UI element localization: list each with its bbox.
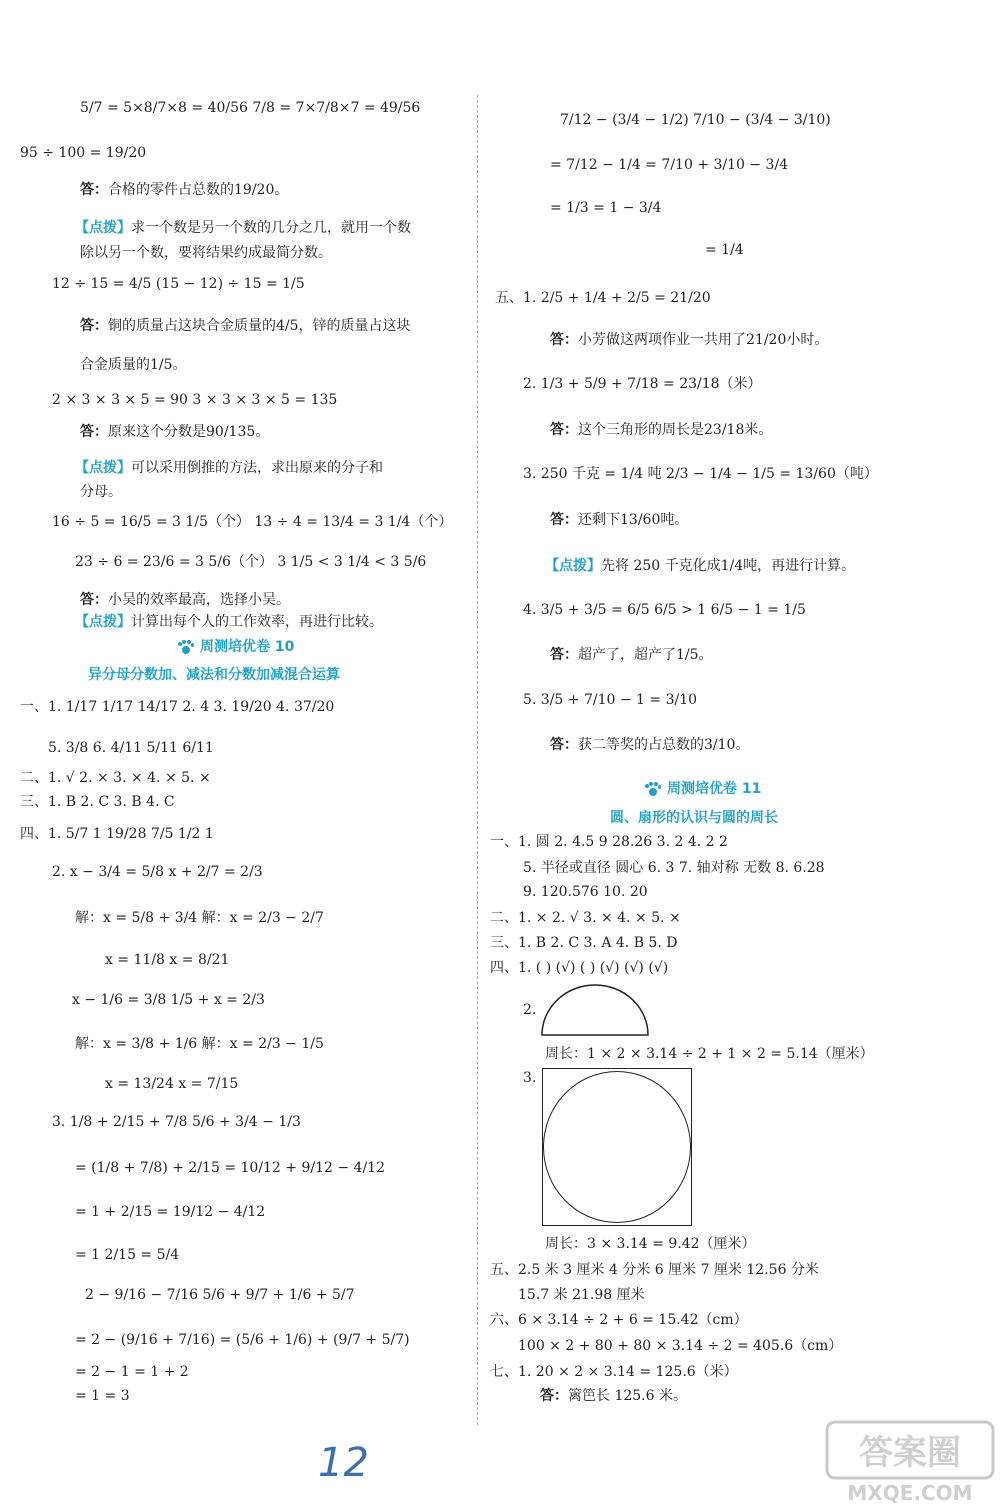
q4-3-perimeter: 周长：3 × 3.14 = 9.42（厘米）	[545, 1236, 756, 1252]
answer-r5-2: 答：这个三角形的周长是23/18米。	[550, 422, 773, 438]
q1-line-3: 9. 120.576 10. 20	[523, 884, 648, 900]
part-1-line-2: 5. 3/8 6. 4/11 5/11 6/11	[48, 740, 214, 756]
q6-line-2: 100 × 2 + 80 + 80 × 3.14 ÷ 2 = 405.6（cm）	[518, 1338, 843, 1354]
calc-3h: = 1 = 3	[75, 1388, 130, 1404]
calc-3b: = (1/8 + 7/8) + 2/15 = 10/12 + 9/12 − 4/12	[75, 1160, 385, 1176]
q1-line-1: 一、1. 圆 2. 4.5 9 28.26 3. 2 4. 2 2	[490, 834, 728, 850]
q4-line-1: 四、1. ( ) (√) ( ) (√) (√) (√)	[490, 960, 669, 976]
problem-r5-2: 2. 1/3 + 5/9 + 7/18 = 23/18（米）	[523, 376, 762, 392]
answer-r5-4: 答：超产了，超产了1/5。	[550, 647, 713, 663]
section-heading-11: 周测培优卷 11	[645, 778, 761, 798]
calc-line-4: = 1/4	[705, 242, 744, 258]
calc-3g: = 2 − 1 = 1 + 2	[75, 1364, 189, 1380]
answer-label: 答：	[80, 182, 108, 198]
answer-5-4: 答：小吴的效率最高，选择小吴。	[80, 592, 290, 608]
calc-3a: 3. 1/8 + 2/15 + 7/8 5/6 + 3/4 − 1/3	[52, 1114, 301, 1130]
equation-2b: 解：x = 5/8 + 3/4 解：x = 2/3 − 2/7	[75, 910, 324, 926]
tip-r5-3: 【点拨】先将 250 千克化成1/4吨，再进行计算。	[545, 558, 856, 574]
tip-5-1: 【点拨】求一个数是另一个数的几分之几，就用一个数	[75, 220, 411, 236]
section-subheading-10: 异分母分数加、减法和分数加减混合运算	[88, 667, 340, 683]
answer-5-2: 答：铜的质量占这块合金质量的4/5，锌的质量占这块	[80, 318, 411, 334]
q1-line-2: 5. 半径或直径 圆心 6. 3 7. 轴对称 无数 8. 6.28	[523, 860, 825, 876]
q4-2-label: 2.	[523, 1002, 537, 1018]
answer-r5-1: 答：小芳做这两项作业一共用了21/20小时。	[550, 332, 829, 348]
left-column	[0, 0, 470, 1430]
answer-5-2-cont: 合金质量的1/5。	[80, 357, 187, 373]
q4-2-perimeter: 周长：1 × 2 × 3.14 ÷ 2 + 1 × 2 = 5.14（厘米）	[545, 1046, 874, 1062]
calc-line-1: 7/12 − (3/4 − 1/2) 7/10 − (3/4 − 3/10)	[560, 112, 831, 128]
calc-3e: 2 − 9/16 − 7/16 5/6 + 9/7 + 1/6 + 5/7	[85, 1287, 355, 1303]
part-2-line: 二、1. √ 2. × 3. × 4. × 5. ×	[20, 770, 211, 786]
tip-5-3: 【点拨】可以采用倒推的方法，求出原来的分子和	[75, 460, 383, 476]
problem-5-1: 95 ÷ 100 = 19/20	[20, 145, 147, 161]
equation-2a: 2. x − 3/4 = 5/8 x + 2/7 = 2/3	[52, 864, 263, 880]
tip-5-1-cont: 除以另一个数，要将结果约成最简分数。	[80, 245, 332, 261]
section-heading-10: 周测培优卷 10	[178, 636, 294, 656]
calc-3c: = 1 + 2/15 = 19/12 − 4/12	[75, 1204, 266, 1220]
equation-2c: x = 11/8 x = 8/21	[105, 952, 230, 968]
page-number: 12	[318, 1440, 369, 1486]
q4-3-label: 3.	[523, 1070, 537, 1086]
calc-line-3: = 1/3 = 1 − 3/4	[550, 200, 662, 216]
equation-2d: x − 1/6 = 3/8 1/5 + x = 2/3	[72, 992, 265, 1008]
part-4-line-1: 四、1. 5/7 1 19/28 7/5 1/2 1	[20, 826, 214, 842]
q5-line-2: 15.7 米 21.98 厘米	[518, 1287, 645, 1303]
fraction-conversion-line: 5/7 = 5×8/7×8 = 40/56 7/8 = 7×7/8×7 = 49/56	[80, 100, 421, 116]
column-divider	[477, 95, 478, 1425]
answer-r5-3: 答：还剩下13/60吨。	[550, 512, 689, 528]
equation-2f: x = 13/24 x = 7/15	[105, 1076, 239, 1092]
svg-text:MXQE.COM: MXQE.COM	[847, 1481, 973, 1505]
watermark-logo	[825, 1420, 995, 1505]
part-3-line: 三、1. B 2. C 3. B 4. C	[20, 794, 175, 810]
paw-icon	[178, 640, 194, 654]
problem-5-4a: 16 ÷ 5 = 16/5 = 3 1/5（个） 13 ÷ 4 = 13/4 = 3 1/4（个）	[52, 514, 453, 530]
calc-3d: = 1 2/15 = 5/4	[75, 1247, 180, 1263]
problem-r5-5: 5. 3/5 + 7/10 − 1 = 3/10	[523, 692, 698, 708]
right-column	[485, 0, 1000, 1430]
q6-line-1: 六、6 × 3.14 ÷ 2 + 6 = 15.42（cm）	[490, 1312, 748, 1328]
calc-line-2: = 7/12 − 1/4 = 7/10 + 3/10 − 3/4	[550, 157, 789, 173]
problem-r5-3: 3. 250 千克 = 1/4 吨 2/3 − 1/4 − 1/5 = 13/60（吨）	[523, 466, 878, 482]
q2-line: 二、1. × 2. √ 3. × 4. × 5. ×	[490, 910, 681, 926]
problem-5-4b: 23 ÷ 6 = 23/6 = 3 5/6（个） 3 1/5 < 3 1/4 < 3 5/6	[75, 554, 427, 570]
tip-5-4: 【点拨】计算出每个人的工作效率，再进行比较。	[75, 614, 383, 630]
problem-r5-4: 4. 3/5 + 3/5 = 6/5 6/5 > 1 6/5 − 1 = 1/5	[523, 602, 806, 618]
paw-icon	[645, 782, 661, 796]
calc-3f: = 2 − (9/16 + 7/16) = (5/6 + 1/6) + (9/7 + 5/7)	[75, 1332, 410, 1348]
answer-5-3: 答：原来这个分数是90/135。	[80, 424, 270, 440]
equation-2e: 解：x = 3/8 + 1/6 解：x = 2/3 − 1/5	[75, 1036, 324, 1052]
part-1-line-1: 一、1. 1/17 1/17 14/17 2. 4 3. 19/20 4. 37/20	[20, 699, 335, 715]
tip-5-3-cont: 分母。	[80, 484, 122, 500]
q5-line-1: 五、2.5 米 3 厘米 4 分米 6 厘米 7 厘米 12.56 分米	[490, 1262, 819, 1278]
answer-r5-5: 答：获二等奖的占总数的3/10。	[550, 737, 750, 753]
problem-r5-1: 五、1. 2/5 + 1/4 + 2/5 = 21/20	[495, 290, 711, 306]
q7-line: 七、1. 20 × 2 × 3.14 = 125.6（米）	[490, 1364, 738, 1380]
section-subheading-11: 圆、扇形的认识与圆的周长	[610, 810, 778, 826]
semicircle-figure	[540, 983, 650, 1038]
problem-5-2: 12 ÷ 15 = 4/5 (15 − 12) ÷ 15 = 1/5	[52, 276, 305, 292]
answer-5-1: 答：合格的零件占总数的19/20。	[80, 182, 289, 198]
q3-line: 三、1. B 2. C 3. A 4. B 5. D	[490, 935, 678, 951]
q7-answer: 答：篱笆长 125.6 米。	[540, 1388, 687, 1404]
inscribed-circle-figure	[543, 1071, 691, 1223]
svg-text:答案圈: 答案圈	[859, 1433, 961, 1473]
tip-label: 【点拨】	[75, 220, 131, 236]
problem-5-3: 2 × 3 × 3 × 5 = 90 3 × 3 × 3 × 5 = 135	[52, 392, 338, 408]
